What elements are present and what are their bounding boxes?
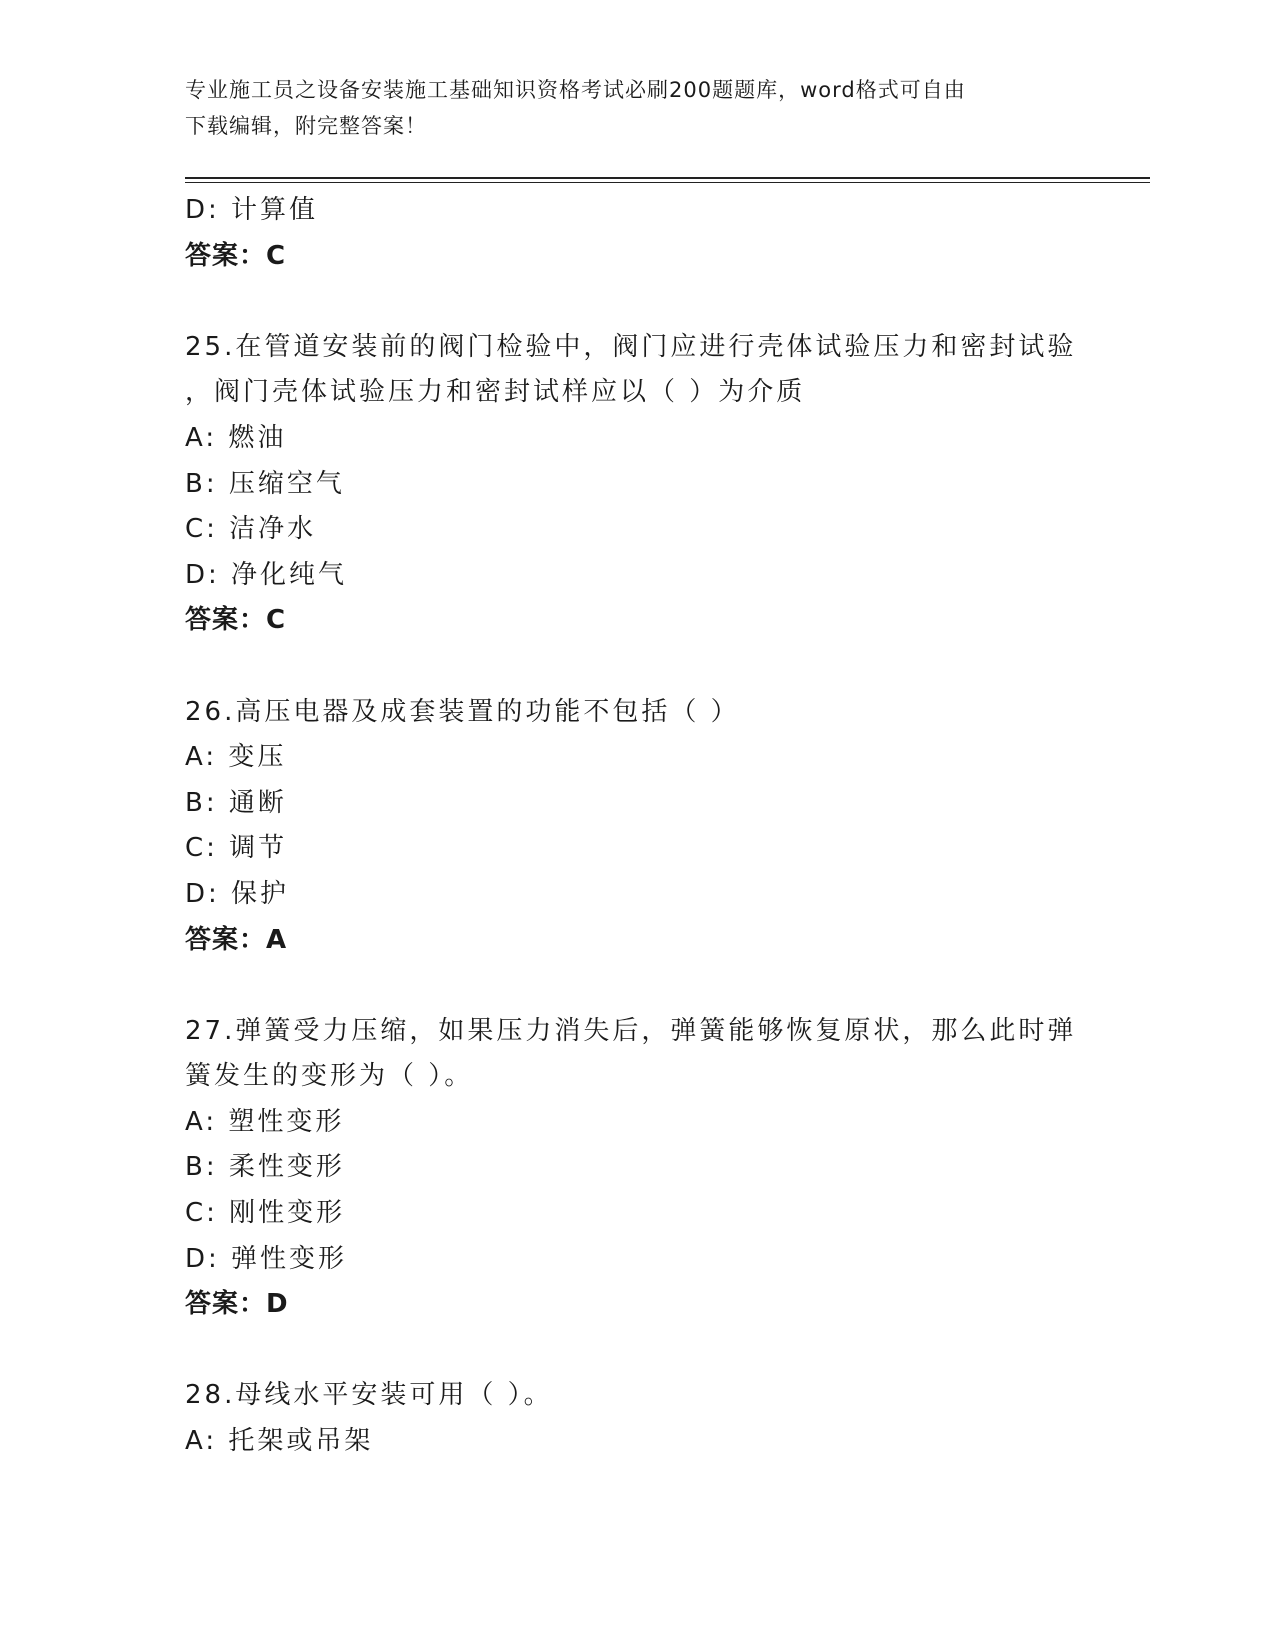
option-c: C: 刚性变形 (185, 1198, 346, 1229)
question-text: 25.在管道安装前的阀门检验中，阀门应进行壳体试验压力和密封试验 (185, 331, 1077, 362)
option-d: D: 弹性变形 (185, 1243, 348, 1274)
question-text: 27.弹簧受力压缩，如果压力消失后，弹簧能够恢复原状，那么此时弹 (185, 1015, 1077, 1046)
spacer (185, 1328, 1085, 1374)
option-a: A: 燃油 (185, 422, 287, 453)
option-a: A: 塑性变形 (185, 1106, 345, 1137)
option-d: D: 计算值 (185, 195, 319, 225)
answer-line: 答案：C (185, 605, 287, 636)
option-b: B: 柔性变形 (185, 1152, 345, 1183)
spacer (185, 963, 1085, 1009)
answer-line: 答案：A (185, 924, 288, 955)
question-list (185, 188, 1085, 1465)
question-25 (185, 325, 1085, 644)
answer-line: 答案：C (185, 240, 287, 271)
option-b: B: 通断 (185, 787, 287, 818)
option-d: D: 净化纯气 (185, 559, 348, 590)
header-line-1: 专业施工员之设备安装施工基础知识资格考试必刷200题题库，word格式可自由 (185, 78, 966, 102)
question-text: 26.高压电器及成套装置的功能不包括（ ） (185, 696, 740, 727)
question-26 (185, 690, 1085, 964)
spacer (185, 279, 1085, 325)
option-d: D: 保护 (185, 878, 290, 909)
header-divider-thick (185, 177, 1150, 179)
option-c: C: 洁净水 (185, 514, 317, 545)
header-line-2: 下载编辑，附完整答案！ (185, 114, 427, 138)
option-b: B: 压缩空气 (185, 468, 345, 499)
document-header (185, 72, 1065, 144)
answer-line: 答案：D (185, 1289, 289, 1320)
option-a: A: 变压 (185, 742, 287, 773)
question-text: 28.母线水平安装可用（ ）。 (185, 1380, 553, 1411)
spacer (185, 644, 1085, 690)
question-27 (185, 1009, 1085, 1328)
question-28 (185, 1373, 1085, 1464)
option-a: A: 托架或吊架 (185, 1426, 374, 1457)
header-divider-thin (185, 182, 1150, 183)
question-text: ，阀门壳体试验压力和密封试样应以（ ）为介质 (185, 377, 806, 408)
question-text: 簧发生的变形为（ ）。 (185, 1061, 474, 1092)
option-c: C: 调节 (185, 833, 288, 864)
